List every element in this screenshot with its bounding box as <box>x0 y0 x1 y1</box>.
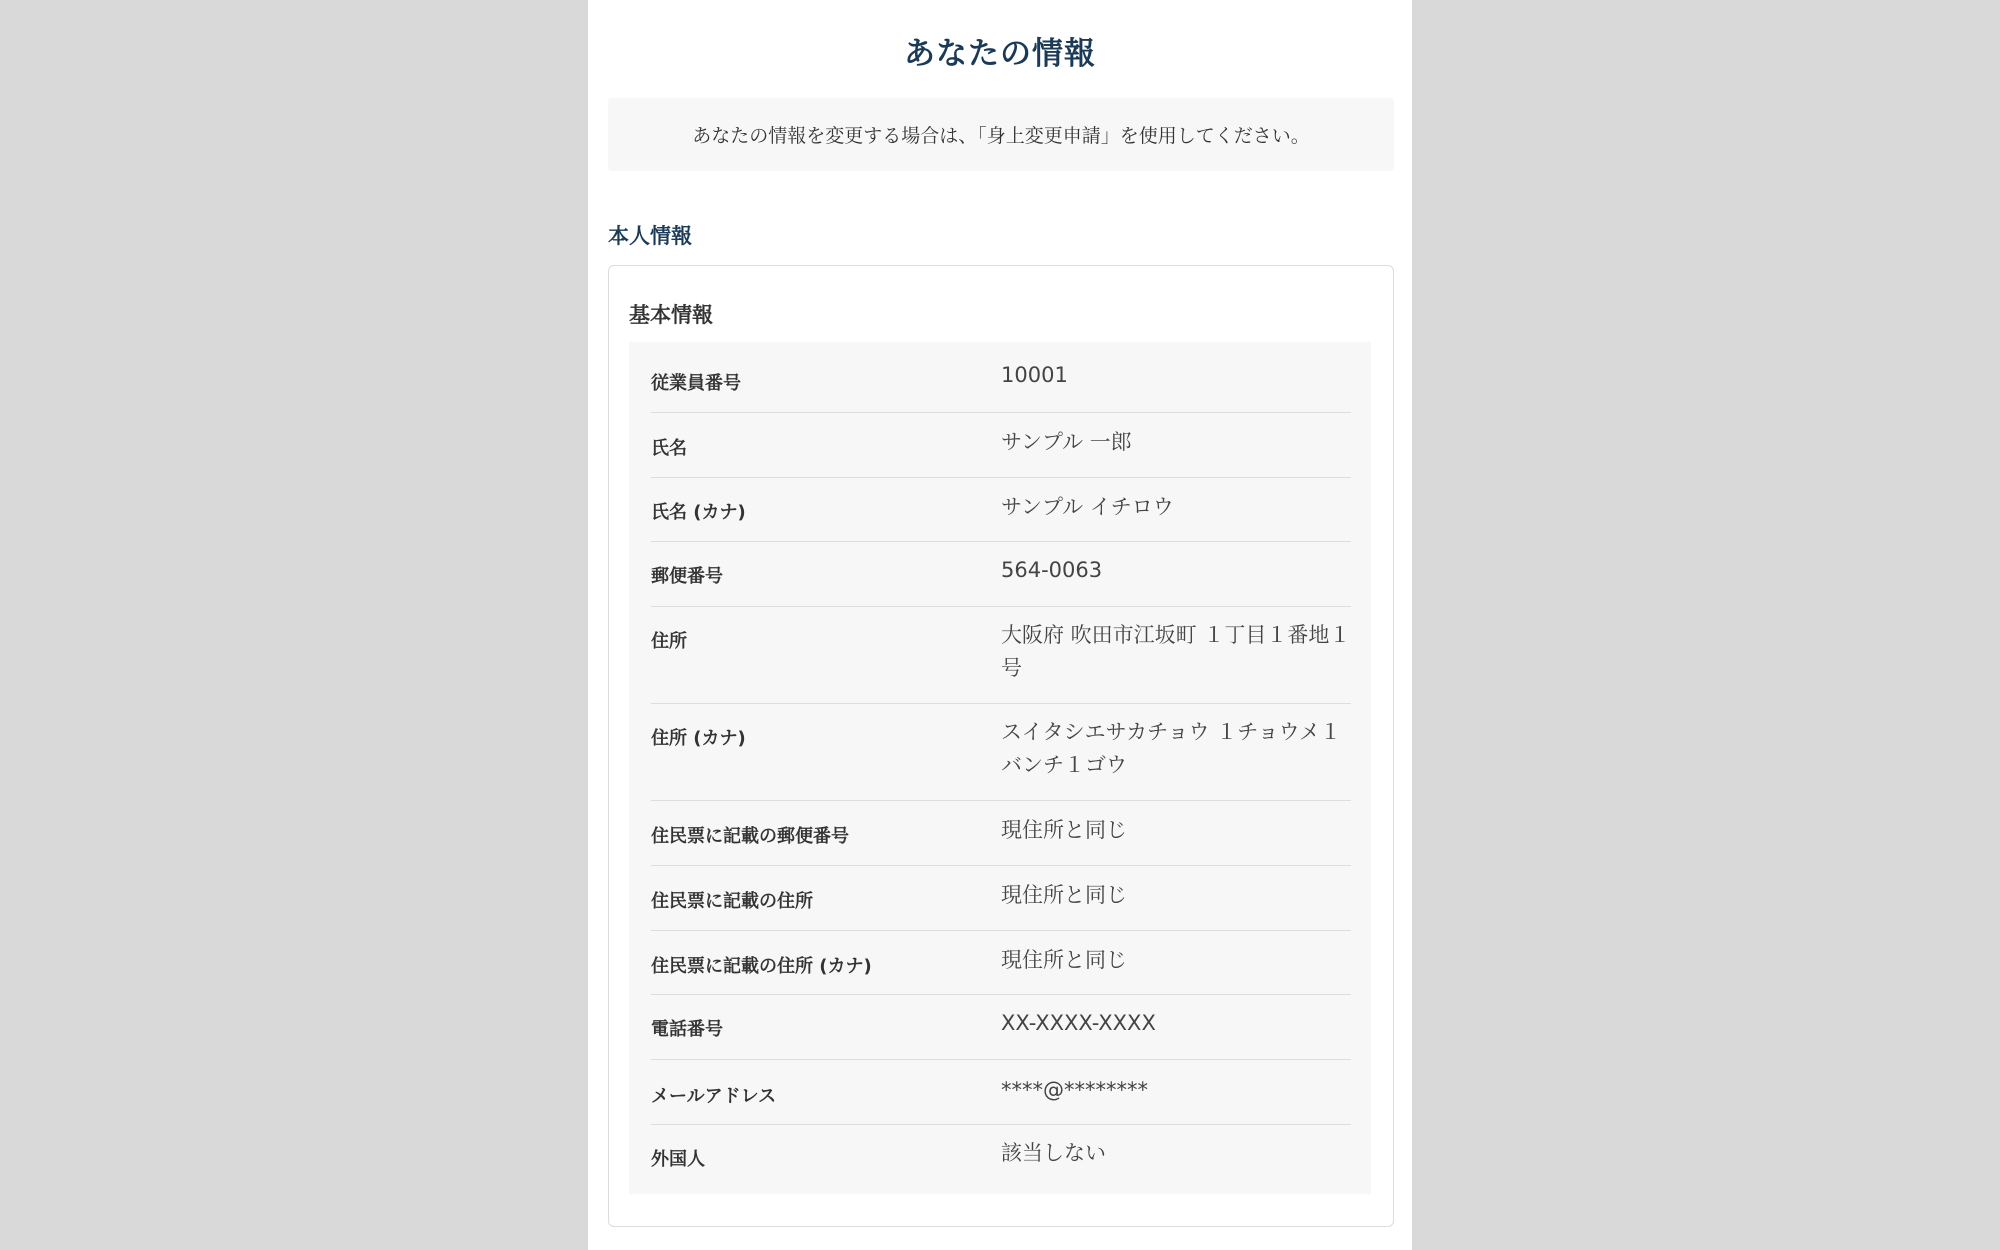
row-label: 氏名 <box>651 438 687 459</box>
info-row-foreigner <box>651 1125 1351 1185</box>
page-title: あなたの情報 <box>904 36 1096 72</box>
row-value: 該当しない <box>1001 1141 1106 1165</box>
basic-info-card <box>608 265 1394 1227</box>
row-value: 大阪府 吹田市江坂町 １丁目１番地１号 <box>1001 623 1351 680</box>
row-value: サンプル 一郎 <box>1001 430 1132 454</box>
row-value: 564-0063 <box>1001 558 1103 582</box>
row-value: 10001 <box>1001 363 1068 387</box>
row-label: 氏名 (カナ) <box>651 502 746 523</box>
info-row-name-kana <box>651 478 1351 542</box>
row-value: 現住所と同じ <box>1001 948 1127 972</box>
info-row-resident-postal-code <box>651 801 1351 866</box>
row-value: 現住所と同じ <box>1001 818 1127 842</box>
row-value: 現住所と同じ <box>1001 883 1127 907</box>
info-row-address-kana <box>651 704 1351 801</box>
main-panel <box>588 0 1412 1250</box>
info-row-address <box>651 607 1351 704</box>
row-label: 外国人 <box>651 1149 705 1170</box>
info-row-resident-address <box>651 866 1351 931</box>
row-label: 住所 (カナ) <box>651 728 746 749</box>
row-label: 住民票に記載の郵便番号 <box>651 826 849 847</box>
row-label: メールアドレス <box>651 1086 777 1107</box>
row-label: 住民票に記載の住所 (カナ) <box>651 956 872 977</box>
info-row-name <box>651 413 1351 478</box>
notice-text: あなたの情報を変更する場合は、「身上変更申請」を使用してください。 <box>692 125 1310 147</box>
info-row-postal-code <box>651 542 1351 607</box>
row-label: 電話番号 <box>651 1019 723 1040</box>
info-row-phone-number <box>651 995 1351 1060</box>
row-label: 住民票に記載の住所 <box>651 891 813 912</box>
card-title: 基本情報 <box>629 303 713 327</box>
row-value: サンプル イチロウ <box>1001 495 1174 519</box>
row-label: 郵便番号 <box>651 566 723 587</box>
notice-banner <box>608 98 1394 171</box>
info-row-email <box>651 1060 1351 1125</box>
info-row-resident-address-kana <box>651 931 1351 995</box>
row-value: XX-XXXX-XXXX <box>1001 1011 1156 1035</box>
info-table <box>629 342 1371 1194</box>
section-title: 本人情報 <box>608 224 692 248</box>
row-value: スイタシエサカチョウ １チョウメ１バンチ１ゴウ <box>1001 720 1341 777</box>
info-row-employee-number <box>651 342 1351 413</box>
row-value: ****@******** <box>1001 1078 1148 1102</box>
row-label: 住所 <box>651 631 687 652</box>
row-label: 従業員番号 <box>651 373 741 394</box>
